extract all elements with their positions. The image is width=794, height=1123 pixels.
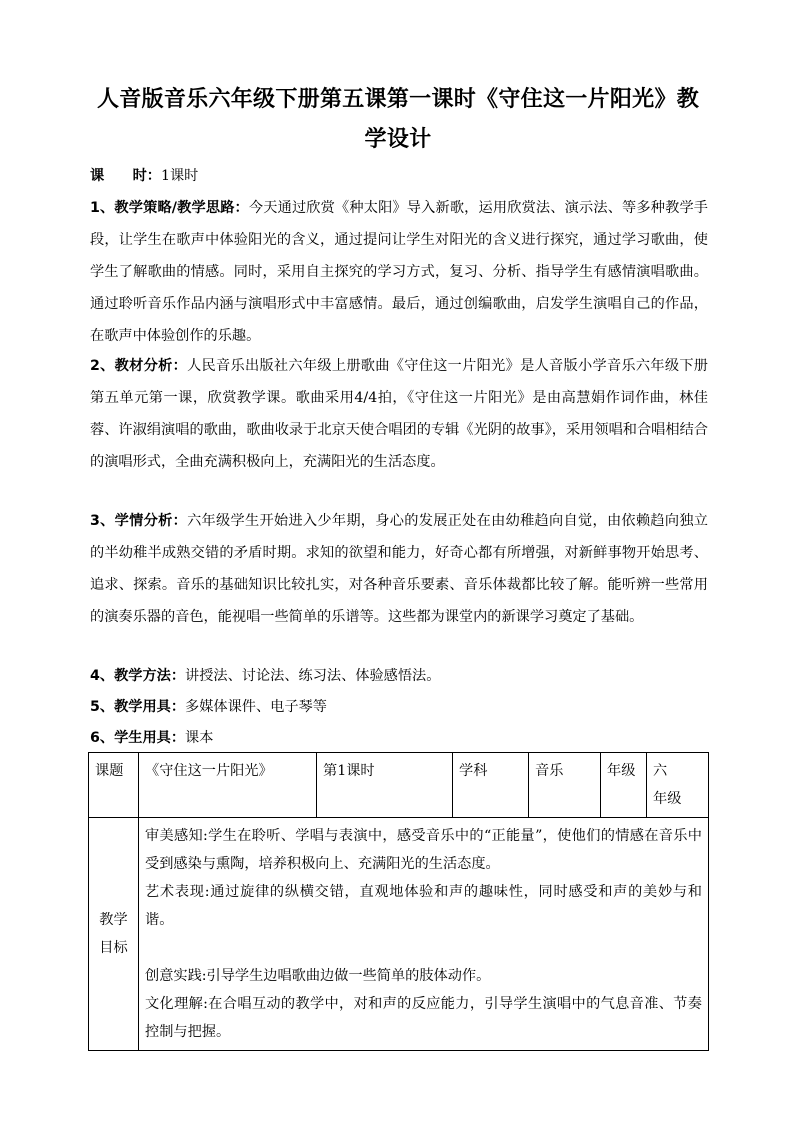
- goals-label-cell: 教学目标: [89, 818, 139, 1051]
- grade-label-cell: 年级: [601, 753, 647, 818]
- section-number: 5、: [90, 699, 115, 715]
- section-text: 讲授法、讨论法、练习法、体验感悟法。: [185, 668, 441, 684]
- subject-label-cell: 课题: [89, 753, 139, 818]
- goal-creative-practice: 创意实践:引导学生边唱歌曲边做一些简单的肢体动作。: [145, 968, 491, 984]
- section-teaching-strategy: [90, 192, 708, 352]
- goal-aesthetic: 审美感知:学生在聆听、学唱与表演中，感受音乐中的“正能量”，使他们的情感在音乐中受到感染与熏陶，培养积极向上、充满阳光的生活态度。: [145, 828, 702, 872]
- section-text: 六年级学生开始进入少年期，身心的发展正处在由幼稚趋向自觉，由依赖趋向独立的半幼稚半成熟交错的矛盾时期。求知的欲望和能力，好奇心都有所增强，对新鲜事物开始思考、追求、探索。音乐的基础知识比较扎实，对各种音乐要素、音乐体裁都比较了解。能听辨一些常用的演奏乐器的音色，能视唱一些简单的乐谱等。这些都为课堂内的新课学习奠定了基础。: [90, 513, 708, 625]
- section-heading: 学情分析：: [114, 513, 188, 529]
- section-heading: 教学用具：: [114, 699, 186, 715]
- section-material-analysis: [90, 350, 708, 478]
- section-number: 6、: [90, 730, 115, 746]
- goal-spacer: [145, 934, 702, 962]
- section-student-tools: [90, 722, 708, 754]
- section-text: 课本: [185, 730, 214, 746]
- goal-artistic-expression: 艺术表现:通过旋律的纵横交错，直观地体验和声的趣味性，同时感受和声的美妙与和谐。: [145, 884, 702, 928]
- section-heading: 教学方法：: [114, 668, 186, 684]
- lesson-hours: [90, 160, 708, 192]
- section-number: 1、: [90, 200, 115, 216]
- lesson-hours-label: 课 时：: [90, 168, 161, 184]
- lesson-title-cell: 《守住这一片阳光》: [139, 753, 317, 818]
- section-teaching-tools: [90, 691, 708, 723]
- section-heading: 教学策略/教学思路：: [114, 200, 249, 216]
- lesson-hours-value: 1课时: [160, 168, 199, 184]
- section-heading: 教材分析：: [114, 358, 188, 374]
- section-number: 3、: [90, 513, 115, 529]
- table-row: [89, 753, 709, 818]
- table-row: [89, 818, 709, 1051]
- lesson-info-table: [88, 752, 709, 1051]
- section-text: 人民音乐出版社六年级上册歌曲《守住这一片阳光》是人音版小学音乐六年级下册第五单元第一课，欣赏教学课。歌曲采用4/4拍，《守住这一片阳光》是由高慧娟作词作曲，林佳蓉、许淑绢演唱的歌曲，歌曲收录于北京天使合唱团的专辑《光阴的故事》，采用领唱和合唱相结合的演唱形式，全曲充满积极向上，充满阳光的生活态度。: [90, 358, 708, 470]
- document-title: 人音版音乐六年级下册第五课第一课时《守住这一片阳光》教学设计: [96, 87, 700, 152]
- discipline-cell: 音乐: [529, 753, 601, 818]
- period-cell: 第1课时: [317, 753, 453, 818]
- grade-cell: 六 年级: [647, 753, 709, 818]
- section-learner-analysis: [90, 505, 708, 633]
- section-teaching-methods: [90, 660, 708, 692]
- discipline-label-cell: 学科: [453, 753, 529, 818]
- goals-cell: [139, 818, 709, 1051]
- section-number: 2、: [90, 358, 115, 374]
- goal-cultural-understanding: 文化理解:在合唱互动的教学中，对和声的反应能力，引导学生演唱中的气息音准、节奏控制与把握。: [145, 996, 702, 1040]
- section-number: 4、: [90, 668, 115, 684]
- section-heading: 学生用具：: [114, 730, 186, 746]
- section-text: 多媒体课件、电子琴等: [185, 699, 327, 715]
- section-text: 今天通过欣赏《种太阳》导入新歌，运用欣赏法、演示法、等多种教学手段，让学生在歌声中体验阳光的含义，通过提问让学生对阳光的含义进行探究，通过学习歌曲，使学生了解歌曲的情感。同时，采用自主探究的学习方式，复习、分析、指导学生有感情演唱歌曲。通过聆听音乐作品内涵与演唱形式中丰富感情。最后，通过创编歌曲，启发学生演唱自己的作品，在歌声中体验创作的乐趣。: [90, 200, 708, 344]
